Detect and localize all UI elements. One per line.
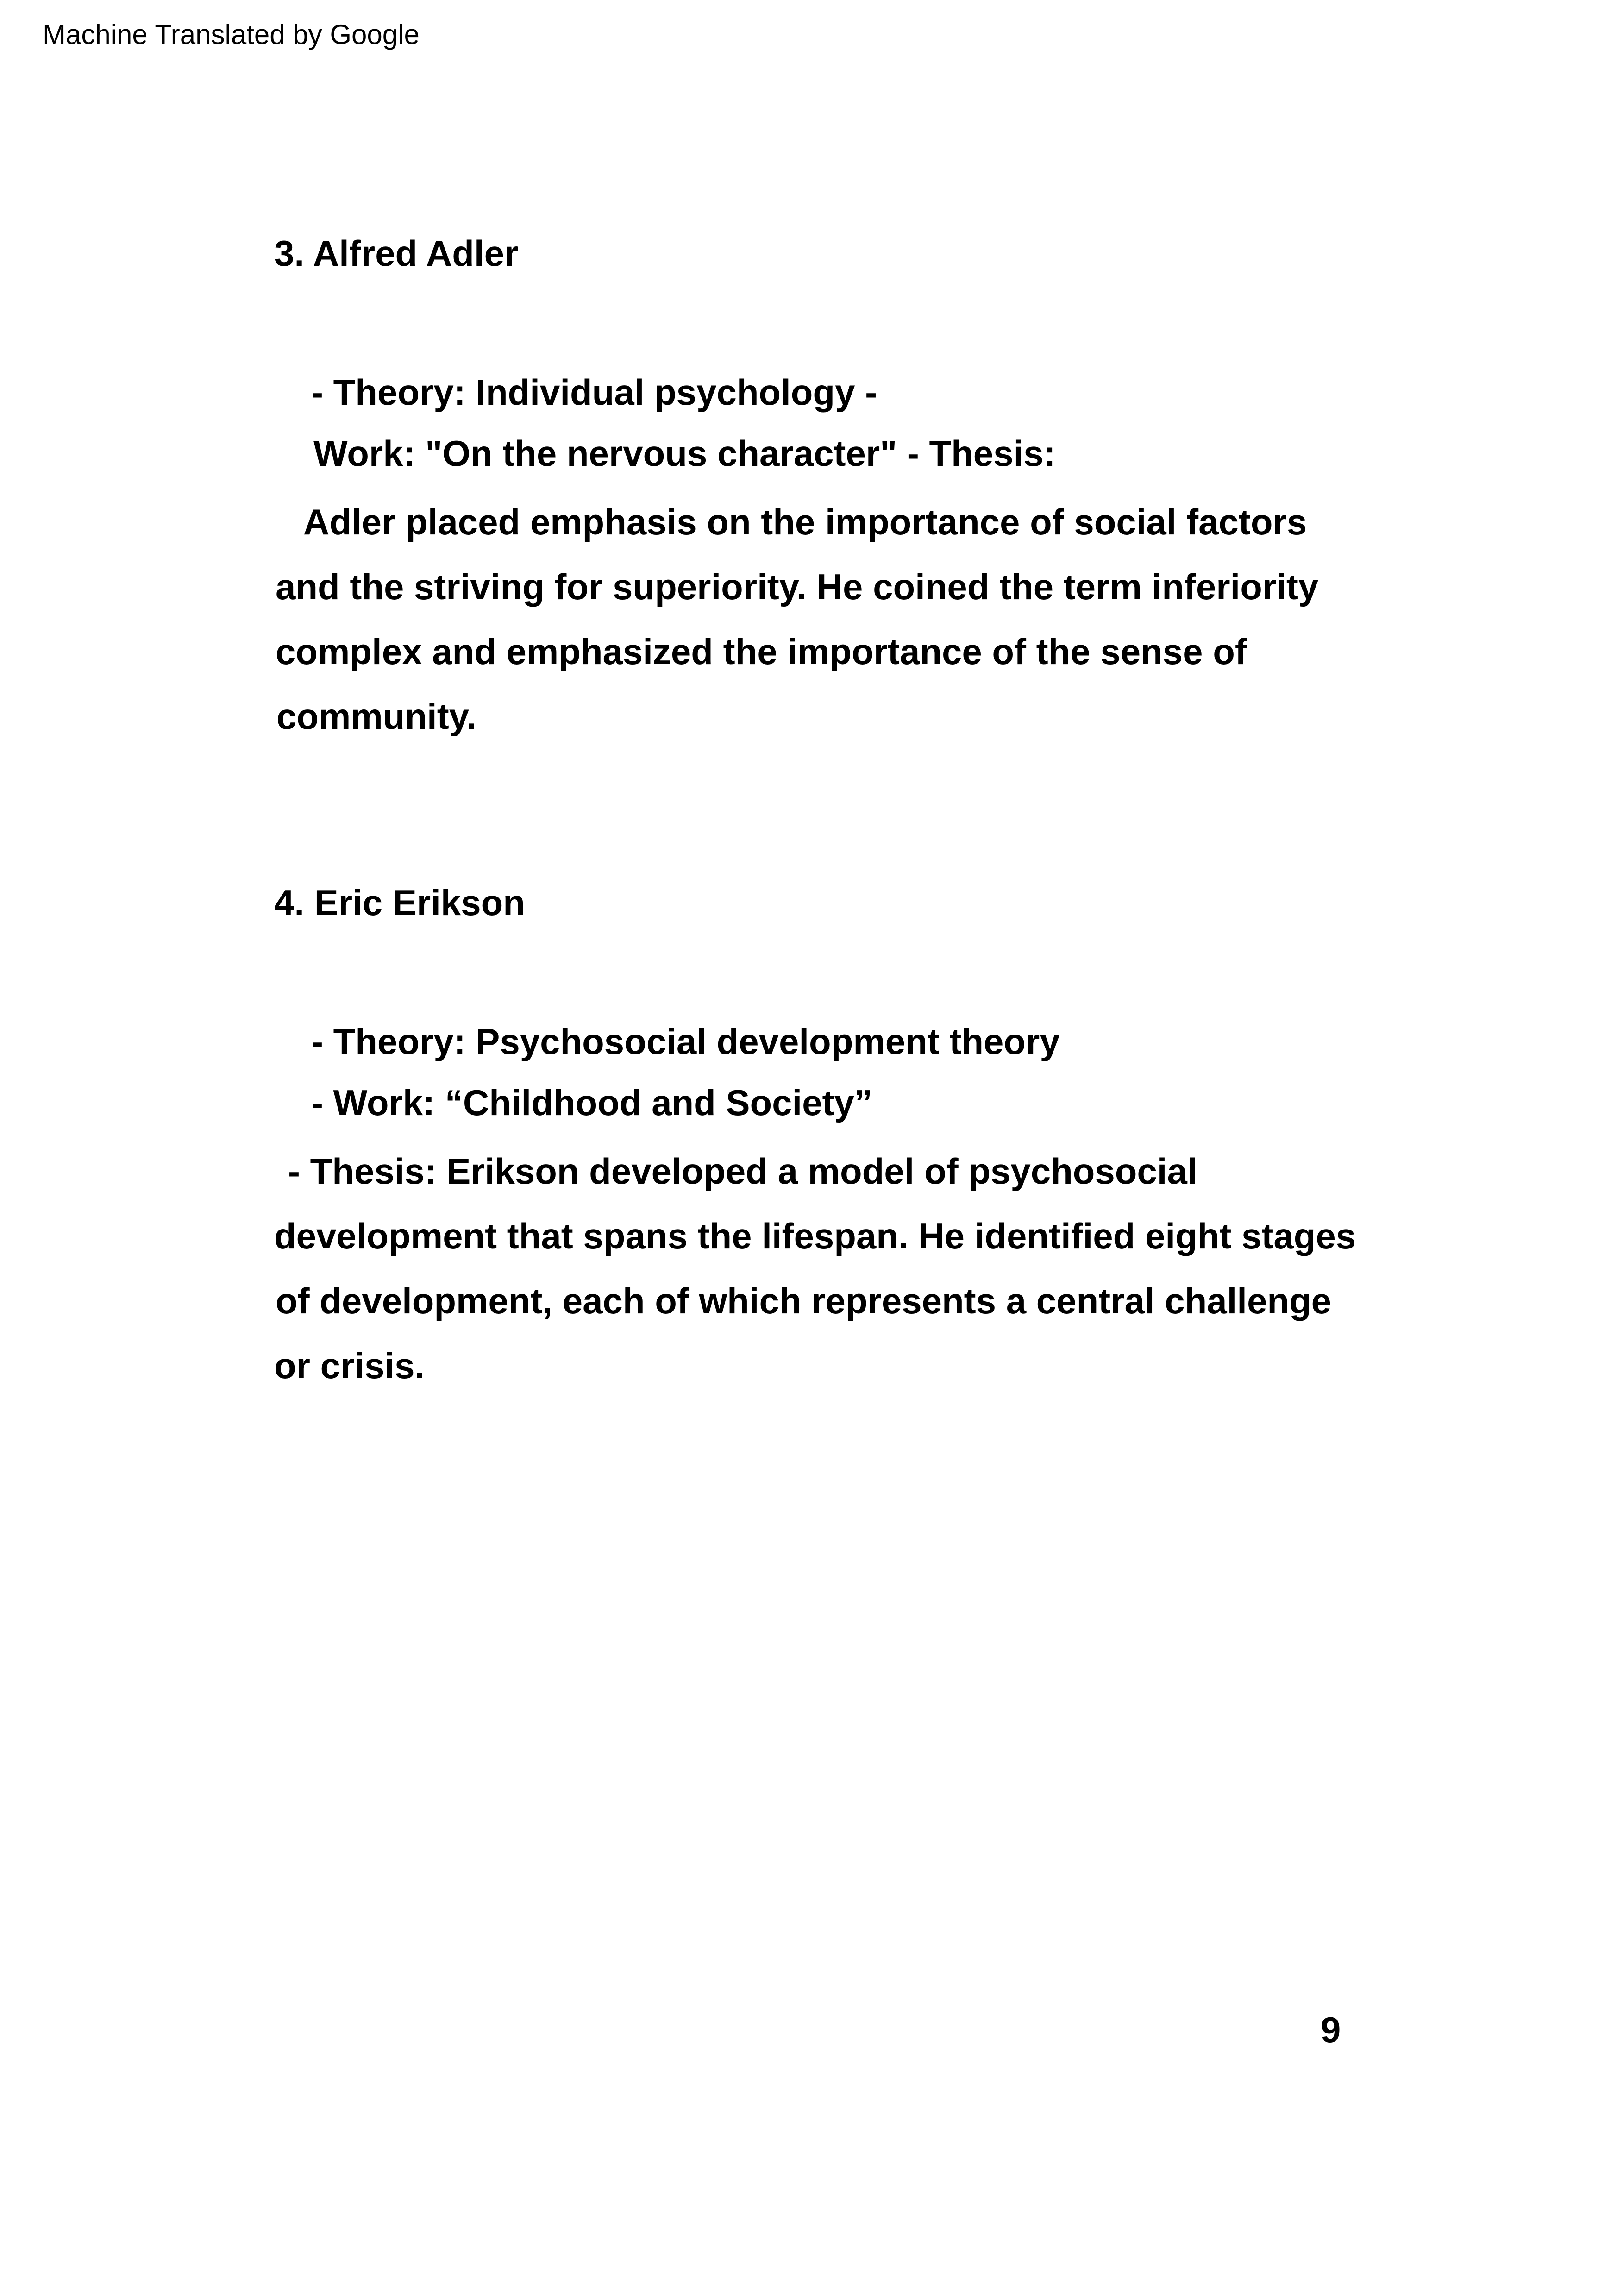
page-number: 9 <box>1321 2009 1341 2050</box>
thesis-line: complex and emphasized the importance of the sense of <box>276 631 1247 672</box>
thesis-line: or crisis. <box>274 1345 425 1386</box>
thesis-line: - Thesis: Erikson developed a model of psychosocial <box>288 1151 1197 1192</box>
thesis-line: Adler placed emphasis on the importance of social factors <box>303 502 1307 542</box>
thesis-line: development that spans the lifespan. He identified eight stages <box>274 1216 1356 1256</box>
thesis-line: of development, each of which represents a central challenge <box>276 1280 1332 1321</box>
thesis-line: and the striving for superiority. He coined the term inferiority <box>276 566 1319 607</box>
section-heading: 3. Alfred Adler <box>274 233 519 274</box>
section-heading: 4. Eric Erikson <box>274 882 525 923</box>
machine-translation-banner: Machine Translated by Google <box>43 19 420 50</box>
work-line: - Work: “Childhood and Society” <box>311 1082 872 1123</box>
thesis-line: community. <box>276 696 476 737</box>
work-line: Work: "On the nervous character" - Thesis: <box>313 433 1056 474</box>
theory-line: - Theory: Individual psychology - <box>311 372 877 413</box>
theory-line: - Theory: Psychosocial development theory <box>311 1021 1060 1062</box>
